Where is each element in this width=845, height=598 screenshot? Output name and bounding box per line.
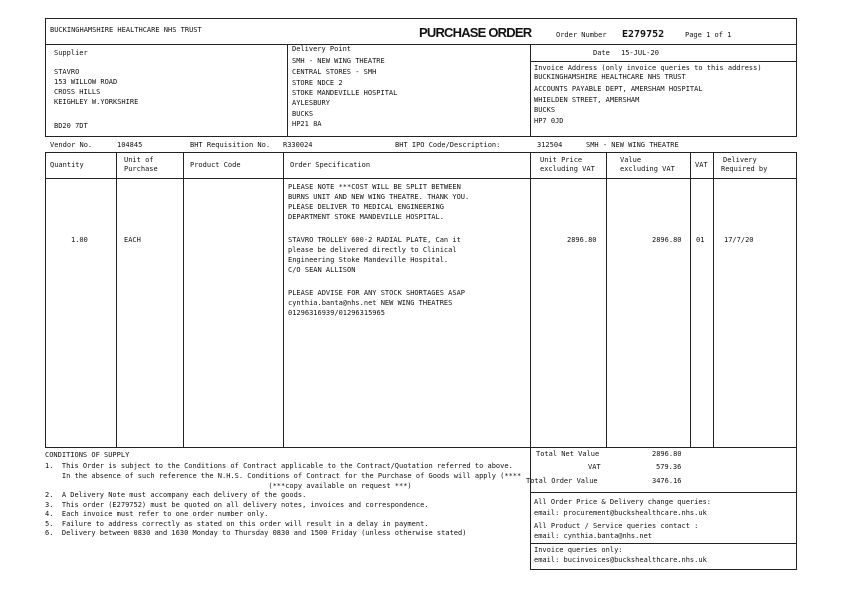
requisition-number: R330024 — [283, 141, 313, 149]
ipo-label: BHT IPO Code/Description: — [395, 141, 501, 149]
invoice-address-line: WHIELDEN STREET, AMERSHAM — [534, 96, 640, 104]
order-queries-email[interactable]: email: procurement@buckshealthcare.nhs.uk — [534, 509, 707, 517]
item-unit-price: 2896.80 — [567, 236, 597, 244]
invoice-address-line: BUCKINGHAMSHIRE HEALTHCARE NHS TRUST — [534, 73, 686, 81]
trust-name: BUCKINGHAMSHIRE HEALTHCARE NHS TRUST — [50, 26, 202, 34]
col-code-spec — [283, 152, 284, 447]
contacts-bottom — [530, 569, 796, 570]
page-indicator: Page 1 of 1 — [685, 31, 732, 39]
col-header-unit-price: Unit Price — [540, 156, 583, 164]
conditions-heading: CONDITIONS OF SUPPLY — [45, 451, 130, 459]
spec-line: please be delivered directly to Clinical — [288, 246, 457, 254]
col-header-value: excluding VAT — [620, 165, 675, 173]
spec-line: 01296316939/01296315965 — [288, 309, 385, 317]
col-vat-delivery — [713, 152, 714, 447]
item-delivery-date: 17/7/20 — [724, 236, 754, 244]
contacts-left — [530, 492, 531, 570]
delivery-line: STORE NDCE 2 — [292, 79, 343, 87]
order-queries-label: All Order Price & Delivery change queries: — [534, 498, 712, 506]
vat-label: VAT — [588, 463, 601, 471]
contacts-divider — [530, 543, 796, 544]
col-header-unit: Purchase — [124, 165, 158, 173]
supplier-divider — [287, 44, 288, 136]
condition-item: (***copy available on request ***) — [45, 482, 412, 490]
invoice-address-line: HP7 0JD — [534, 117, 564, 125]
supplier-line: CROSS HILLS — [54, 88, 101, 96]
condition-item: 5. Failure to address correctly as stated on this order will result in a delay in payment. — [45, 520, 429, 528]
condition-item: 4. Each invoice must refer to one order number only. — [45, 510, 269, 518]
invoice-address-label: Invoice Address (only invoice queries to this address) — [534, 64, 762, 72]
spec-line: PLEASE DELIVER TO MEDICAL ENGINEERING — [288, 203, 444, 211]
col-spec-price — [530, 152, 531, 447]
item-value: 2896.80 — [652, 236, 682, 244]
order-date: 15-JUL-20 — [621, 49, 659, 57]
totals-bottom — [530, 492, 796, 493]
delivery-line: SMH - NEW WING THEATRE — [292, 57, 385, 65]
date-underline — [530, 61, 796, 62]
order-number-label: Order Number — [556, 31, 607, 39]
col-price-value — [606, 152, 607, 447]
invoice-address-line: ACCOUNTS PAYABLE DEPT, AMERSHAM HOSPITAL — [534, 85, 703, 93]
delivery-line: STOKE MANDEVILLE HOSPITAL — [292, 89, 398, 97]
header-divider — [45, 44, 797, 45]
item-unit: EACH — [124, 236, 141, 244]
col-header-spec: Order Specification — [290, 161, 371, 169]
col-header-delivery: Required by — [721, 165, 768, 173]
net-value-label: Total Net Value — [536, 450, 600, 458]
delivery-line: BUCKS — [292, 110, 314, 118]
col-header-vat: VAT — [695, 161, 708, 169]
condition-item: 1. This Order is subject to the Conditions of Contract applicable to the Contract/Quotation referred to above. — [45, 462, 513, 470]
condition-item: 6. Delivery between 0830 and 1630 Monday to Thursday 0830 and 1500 Friday (unless otherwise stated) — [45, 529, 467, 537]
col-value-vat — [690, 152, 691, 447]
total-value: 3476.16 — [652, 477, 682, 485]
vat-value: 579.36 — [656, 463, 682, 471]
order-number: E279752 — [622, 29, 665, 40]
invoice-queries-label: Invoice queries only: — [534, 546, 623, 554]
net-value: 2896.80 — [652, 450, 682, 458]
date-label: Date — [593, 49, 610, 57]
supplier-label: Supplier — [54, 49, 88, 57]
refs-top — [45, 136, 797, 137]
spec-line: cynthia.banta@nhs.net NEW WING THEATRES — [288, 299, 453, 307]
col-unit-code — [183, 152, 184, 447]
spec-line: PLEASE ADVISE FOR ANY STOCK SHORTAGES ASAP — [288, 289, 466, 297]
product-queries-email[interactable]: email: cynthia.banta@nhs.net — [534, 532, 653, 540]
delivery-line: AYLESBURY — [292, 99, 330, 107]
vendor-number: 104845 — [117, 141, 143, 149]
supplier-line: STAVRO — [54, 68, 80, 76]
ipo-description: SMH - NEW WING THEATRE — [586, 141, 679, 149]
supplier-line: 153 WILLOW ROAD — [54, 78, 118, 86]
col-header-delivery: Delivery — [723, 156, 757, 164]
invoice-divider — [530, 44, 531, 136]
delivery-label: Delivery Point — [292, 45, 352, 53]
requisition-label: BHT Requisition No. — [190, 141, 271, 149]
ipo-code: 312504 — [537, 141, 563, 149]
col-header-value: Value — [620, 156, 642, 164]
totals-right — [796, 447, 797, 492]
frame-left — [45, 18, 46, 136]
table-right — [796, 152, 797, 447]
item-vat: 01 — [696, 236, 705, 244]
col-header-unit-price: excluding VAT — [540, 165, 595, 173]
spec-line: C/O SEAN ALLISON — [288, 266, 356, 274]
condition-item: 3. This order (E279752) must be quoted on all delivery notes, invoices and correspondence. — [45, 501, 429, 509]
vendor-label: Vendor No. — [50, 141, 93, 149]
col-header-product-code: Product Code — [190, 161, 241, 169]
spec-line: STAVRO TROLLEY 600-2 RADIAL PLATE, Can it — [288, 236, 461, 244]
spec-line: BURNS UNIT AND NEW WING THEATRE. THANK YOU. — [288, 193, 470, 201]
product-queries-label: All Product / Service queries contact : — [534, 522, 699, 530]
spec-line: Engineering Stoke Mandeville Hospital. — [288, 256, 449, 264]
col-header-unit: Unit of — [124, 156, 154, 164]
condition-item: In the absence of such reference the N.H.S. Conditions of Contract for the Purchase of Goods will apply (**** — [45, 472, 522, 480]
document-title: PURCHASE ORDER — [419, 25, 532, 40]
table-header-bottom — [45, 178, 797, 179]
table-top — [45, 152, 797, 153]
col-header-quantity: Quantity — [50, 161, 84, 169]
delivery-line: HP21 8A — [292, 120, 322, 128]
supplier-line: BD20 7DT — [54, 122, 88, 130]
total-value-label: Total Order Value — [526, 477, 598, 485]
invoice-queries-email[interactable]: email: bucinvoices@buckshealthcare.nhs.uk — [534, 556, 707, 564]
frame-top — [45, 18, 797, 19]
frame-right — [796, 18, 797, 136]
col-qty-unit — [116, 152, 117, 447]
spec-line: PLEASE NOTE ***COST WILL BE SPLIT BETWEEN — [288, 183, 461, 191]
delivery-line: CENTRAL STORES - SMH — [292, 68, 377, 76]
contacts-right — [796, 492, 797, 570]
table-bottom — [45, 447, 797, 448]
table-left — [45, 152, 46, 447]
supplier-line: KEIGHLEY W.YORKSHIRE — [54, 98, 139, 106]
spec-line: DEPARTMENT STOKE MANDEVILLE HOSPITAL. — [288, 213, 444, 221]
item-quantity: 1.00 — [71, 236, 88, 244]
invoice-address-line: BUCKS — [534, 106, 556, 114]
condition-item: 2. A Delivery Note must accompany each delivery of the goods. — [45, 491, 307, 499]
